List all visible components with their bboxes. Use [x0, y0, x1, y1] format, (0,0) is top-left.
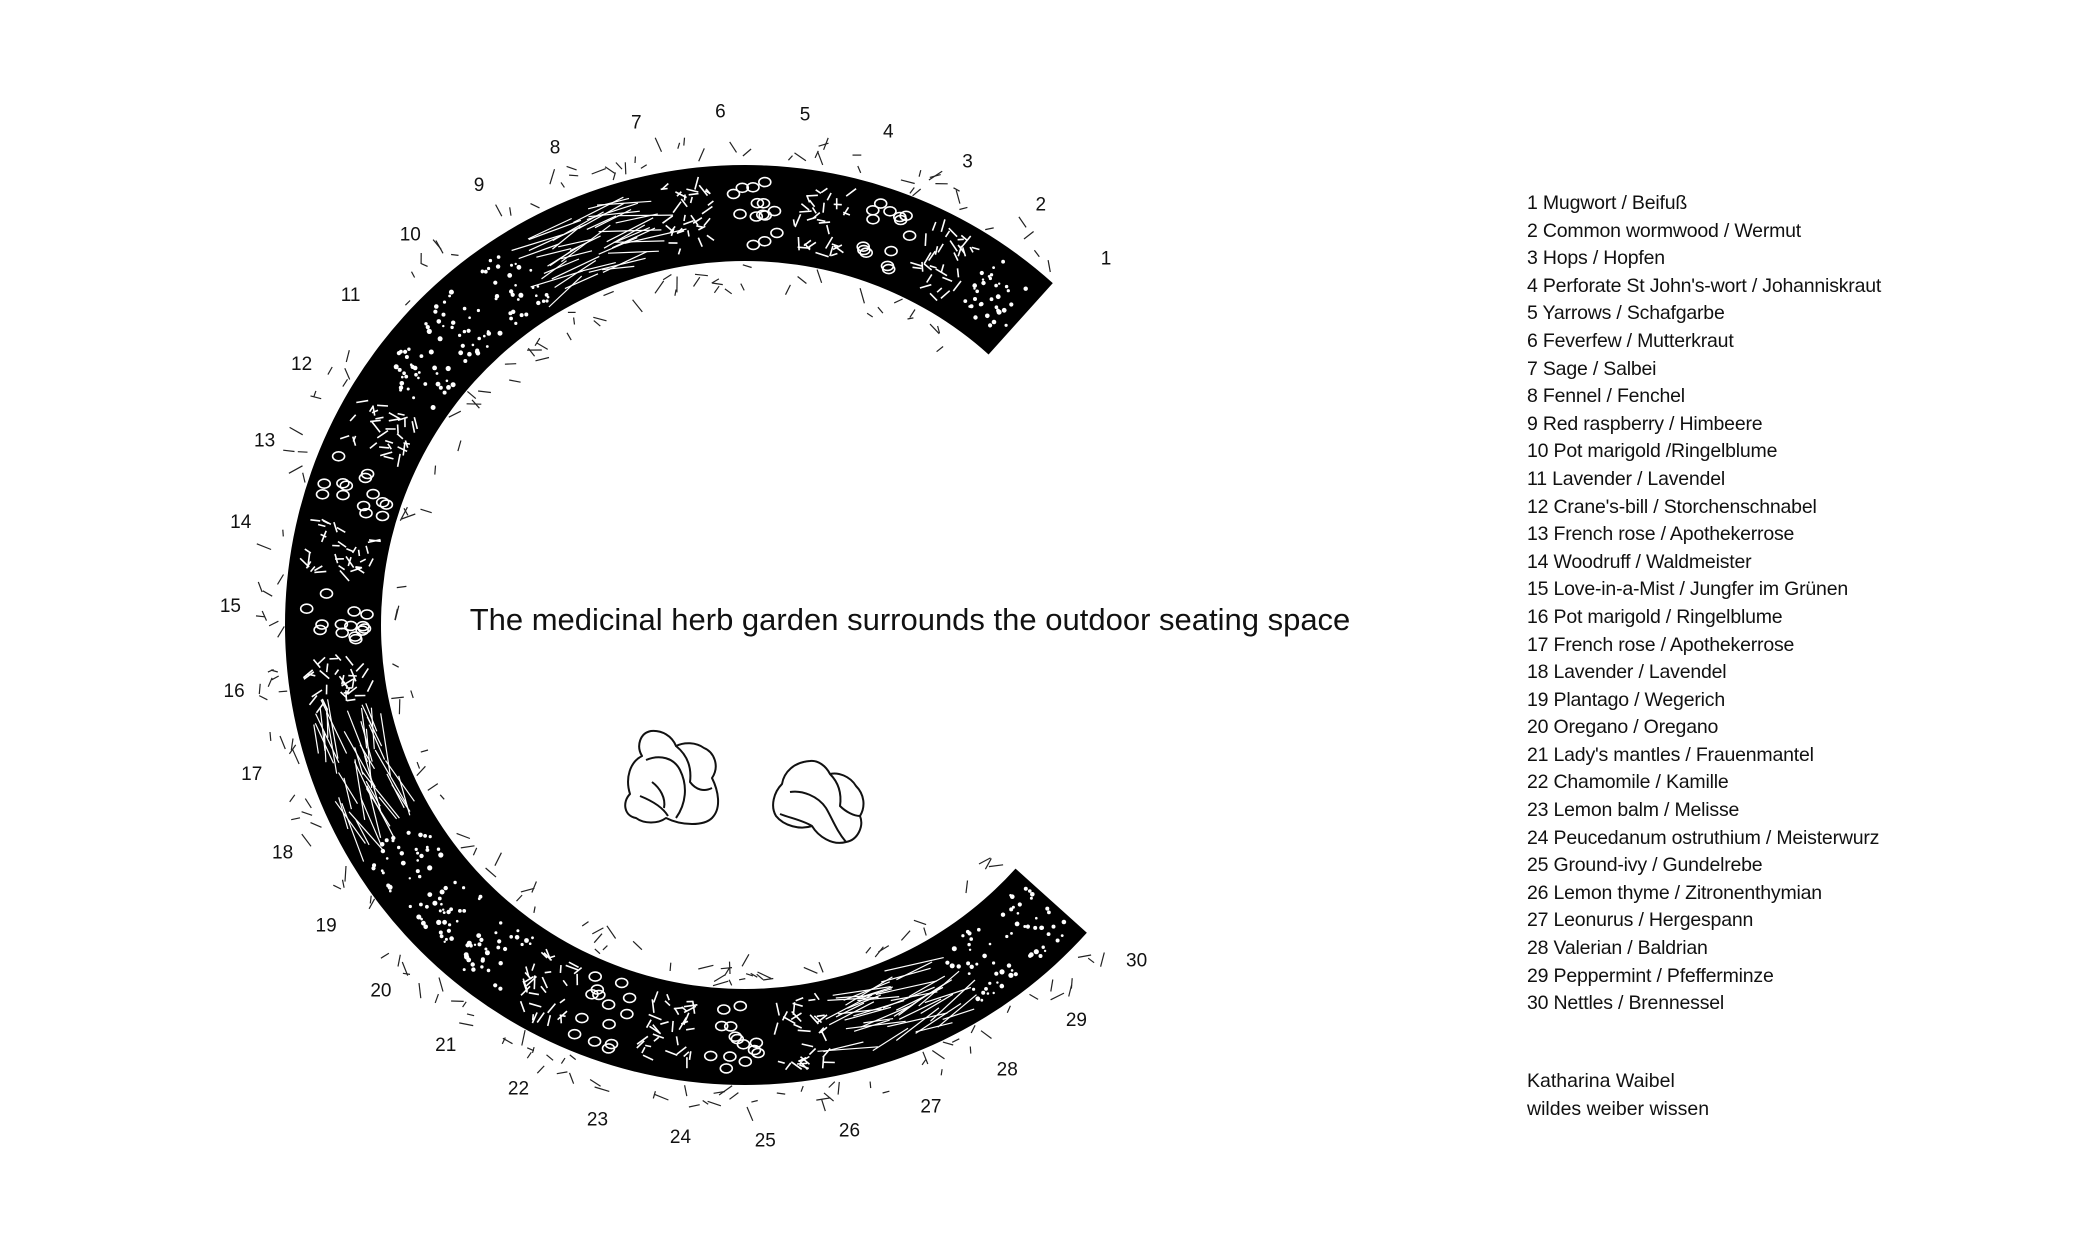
legend-item: [1527, 411, 2067, 439]
legend-item: [1527, 218, 2067, 246]
legend-number: 15: [1527, 578, 1549, 601]
legend-number: 1: [1527, 192, 1538, 214]
legend-plant-name: Valerian / Baldrian: [1553, 937, 1708, 960]
legend-item: [1527, 935, 2067, 963]
legend-item: [1527, 521, 2067, 549]
legend-number: 26: [1527, 881, 1549, 904]
legend-item: [1527, 825, 2067, 853]
bed-number: 30: [1126, 950, 1148, 972]
legend-plant-name: Chamomile / Kamille: [1553, 771, 1729, 794]
bed-number: 23: [586, 1109, 609, 1131]
legend-plant-name: Pot marigold / Ringelblume: [1553, 605, 1783, 628]
bed-number: 2: [1035, 194, 1047, 216]
bed-number: 24: [669, 1127, 692, 1148]
legend-number: 23: [1527, 799, 1549, 822]
legend-item: [1527, 300, 2067, 328]
bed-number: 12: [291, 354, 313, 376]
legend-plant-name: Common wormwood / Wermut: [1542, 219, 1802, 242]
legend-number: 11: [1527, 467, 1547, 490]
bed-number: 8: [549, 137, 561, 159]
legend-item: [1527, 907, 2067, 935]
legend-plant-name: Red raspberry / Himbeere: [1542, 412, 1763, 435]
legend-number: 22: [1527, 771, 1549, 794]
legend-item: [1527, 990, 2067, 1018]
legend-plant-name: Leonurus / Hergespann: [1553, 909, 1754, 932]
bed-number: 17: [241, 763, 263, 785]
legend-number: 20: [1527, 716, 1549, 739]
legend-item: [1527, 632, 2067, 660]
legend-item: [1527, 852, 2067, 880]
legend-plant-name: Fennel / Fenchel: [1542, 385, 1685, 408]
legend-number: 2: [1527, 219, 1538, 242]
legend-number: 9: [1527, 412, 1538, 435]
legend-number: 13: [1527, 523, 1549, 546]
legend-number: 14: [1527, 550, 1549, 573]
legend-plant-name: French rose / Apothekerrose: [1553, 633, 1795, 656]
bed-number: 13: [254, 430, 276, 452]
legend-number: 8: [1527, 385, 1538, 408]
legend-item: [1527, 797, 2067, 825]
legend-plant-name: Hops / Hopfen: [1542, 247, 1665, 270]
legend-plant-name: Peucedanum ostruthium / Meisterwurz: [1553, 826, 1880, 849]
legend-plant-name: Perforate St John's-wort / Johanniskraut: [1542, 274, 1882, 297]
bed-number: 22: [507, 1078, 530, 1100]
legend-number: 25: [1527, 854, 1549, 877]
bed-number: 10: [399, 224, 421, 246]
bed-number: 19: [315, 915, 337, 937]
credits: [1527, 1068, 1709, 1123]
legend-plant-name: Yarrows / Schafgarbe: [1542, 302, 1725, 325]
legend-item: [1527, 963, 2067, 991]
bed-number: 7: [631, 112, 642, 134]
legend-number: 16: [1527, 605, 1549, 628]
garden-chair-right: [773, 761, 863, 843]
legend-number: 28: [1527, 937, 1549, 960]
legend-plant-name: Feverfew / Mutterkraut: [1542, 329, 1734, 352]
legend-item: [1527, 190, 2067, 218]
bed-number: 18: [272, 842, 294, 864]
bed-number: 25: [754, 1130, 776, 1152]
legend-plant-name: Pot marigold /Ringelblume: [1553, 440, 1778, 463]
legend-number: 3: [1527, 247, 1538, 270]
legend-plant-name: Oregano / Oregano: [1553, 716, 1719, 739]
legend-number: 19: [1527, 688, 1549, 711]
bed-number: 28: [996, 1059, 1018, 1081]
bed-number: 29: [1065, 1010, 1087, 1032]
legend-item: [1527, 549, 2067, 577]
legend-plant-name: Sage / Salbei: [1542, 357, 1657, 380]
legend-item: [1527, 245, 2067, 273]
legend-plant-name: Crane's-bill / Storchenschnabel: [1553, 495, 1817, 518]
bed-number: 27: [920, 1096, 942, 1118]
author-name: Katharina Waibel: [1527, 1070, 1675, 1092]
legend-plant-name: Woodruff / Waldmeister: [1553, 550, 1752, 573]
plant-legend: [1527, 190, 2067, 1018]
legend-number: 21: [1527, 743, 1549, 766]
legend-plant-name: Mugwort / Beifuß: [1542, 192, 1688, 214]
legend-item: [1527, 466, 2067, 494]
legend-number: 27: [1527, 909, 1549, 932]
legend-plant-name: Nettles / Brennessel: [1553, 992, 1725, 1015]
bed-number: 15: [219, 596, 241, 617]
legend-item: [1527, 383, 2067, 411]
bed-number: 9: [473, 175, 485, 196]
legend-number: 18: [1527, 661, 1549, 684]
legend-number: 29: [1527, 964, 1549, 987]
legend-item: [1527, 494, 2067, 522]
legend-item: [1527, 604, 2067, 632]
legend-number: 30: [1527, 992, 1549, 1015]
legend-plant-name: Lavender / Lavendel: [1552, 467, 1725, 490]
legend-plant-name: Lemon thyme / Zitronenthymian: [1553, 881, 1822, 904]
bed-number: 3: [962, 151, 973, 173]
legend-item: [1527, 438, 2067, 466]
bed-number: 11: [340, 284, 361, 306]
legend-plant-name: Plantago / Wegerich: [1553, 688, 1725, 711]
legend-item: [1527, 576, 2067, 604]
bed-number: 21: [435, 1035, 457, 1057]
legend-plant-name: Lemon balm / Melisse: [1553, 799, 1740, 822]
legend-number: 17: [1527, 633, 1549, 656]
legend-item: [1527, 880, 2067, 908]
bed-number: 6: [715, 101, 726, 123]
legend-plant-name: Lady's mantles / Frauenmantel: [1553, 743, 1814, 766]
garden-chair-left: [625, 731, 718, 824]
bed-number: 16: [223, 680, 245, 702]
bed-number: 4: [883, 121, 894, 143]
bed-number: 20: [370, 980, 392, 1002]
bed-number: 1: [1100, 248, 1112, 270]
legend-number: 6: [1527, 329, 1538, 352]
bed-number: 5: [799, 104, 811, 126]
legend-item: [1527, 328, 2067, 356]
bed-number: 14: [230, 511, 252, 533]
legend-number: 24: [1527, 826, 1549, 849]
legend-number: 4: [1527, 274, 1538, 297]
legend-plant-name: Lavender / Lavendel: [1553, 661, 1727, 684]
legend-plant-name: Love-in-a-Mist / Jungfer im Grünen: [1553, 578, 1848, 601]
legend-item: [1527, 769, 2067, 797]
legend-item: [1527, 687, 2067, 715]
legend-item: [1527, 742, 2067, 770]
legend-item: [1527, 273, 2067, 301]
legend-number: 7: [1527, 357, 1538, 380]
legend-number: 12: [1527, 495, 1549, 518]
legend-item: [1527, 714, 2067, 742]
legend-plant-name: French rose / Apothekerrose: [1553, 523, 1795, 546]
legend-item: [1527, 659, 2067, 687]
bed-number: 26: [838, 1120, 861, 1142]
legend-number: 5: [1527, 302, 1538, 325]
legend-item: [1527, 356, 2067, 384]
garden-caption: The medicinal herb garden surrounds the outdoor seating space: [469, 602, 1351, 637]
legend-plant-name: Peppermint / Pfefferminze: [1553, 964, 1774, 987]
project-title: wildes weiber wissen: [1527, 1097, 1710, 1120]
legend-number: 10: [1527, 440, 1549, 463]
legend-plant-name: Ground-ivy / Gundelrebe: [1553, 854, 1763, 877]
